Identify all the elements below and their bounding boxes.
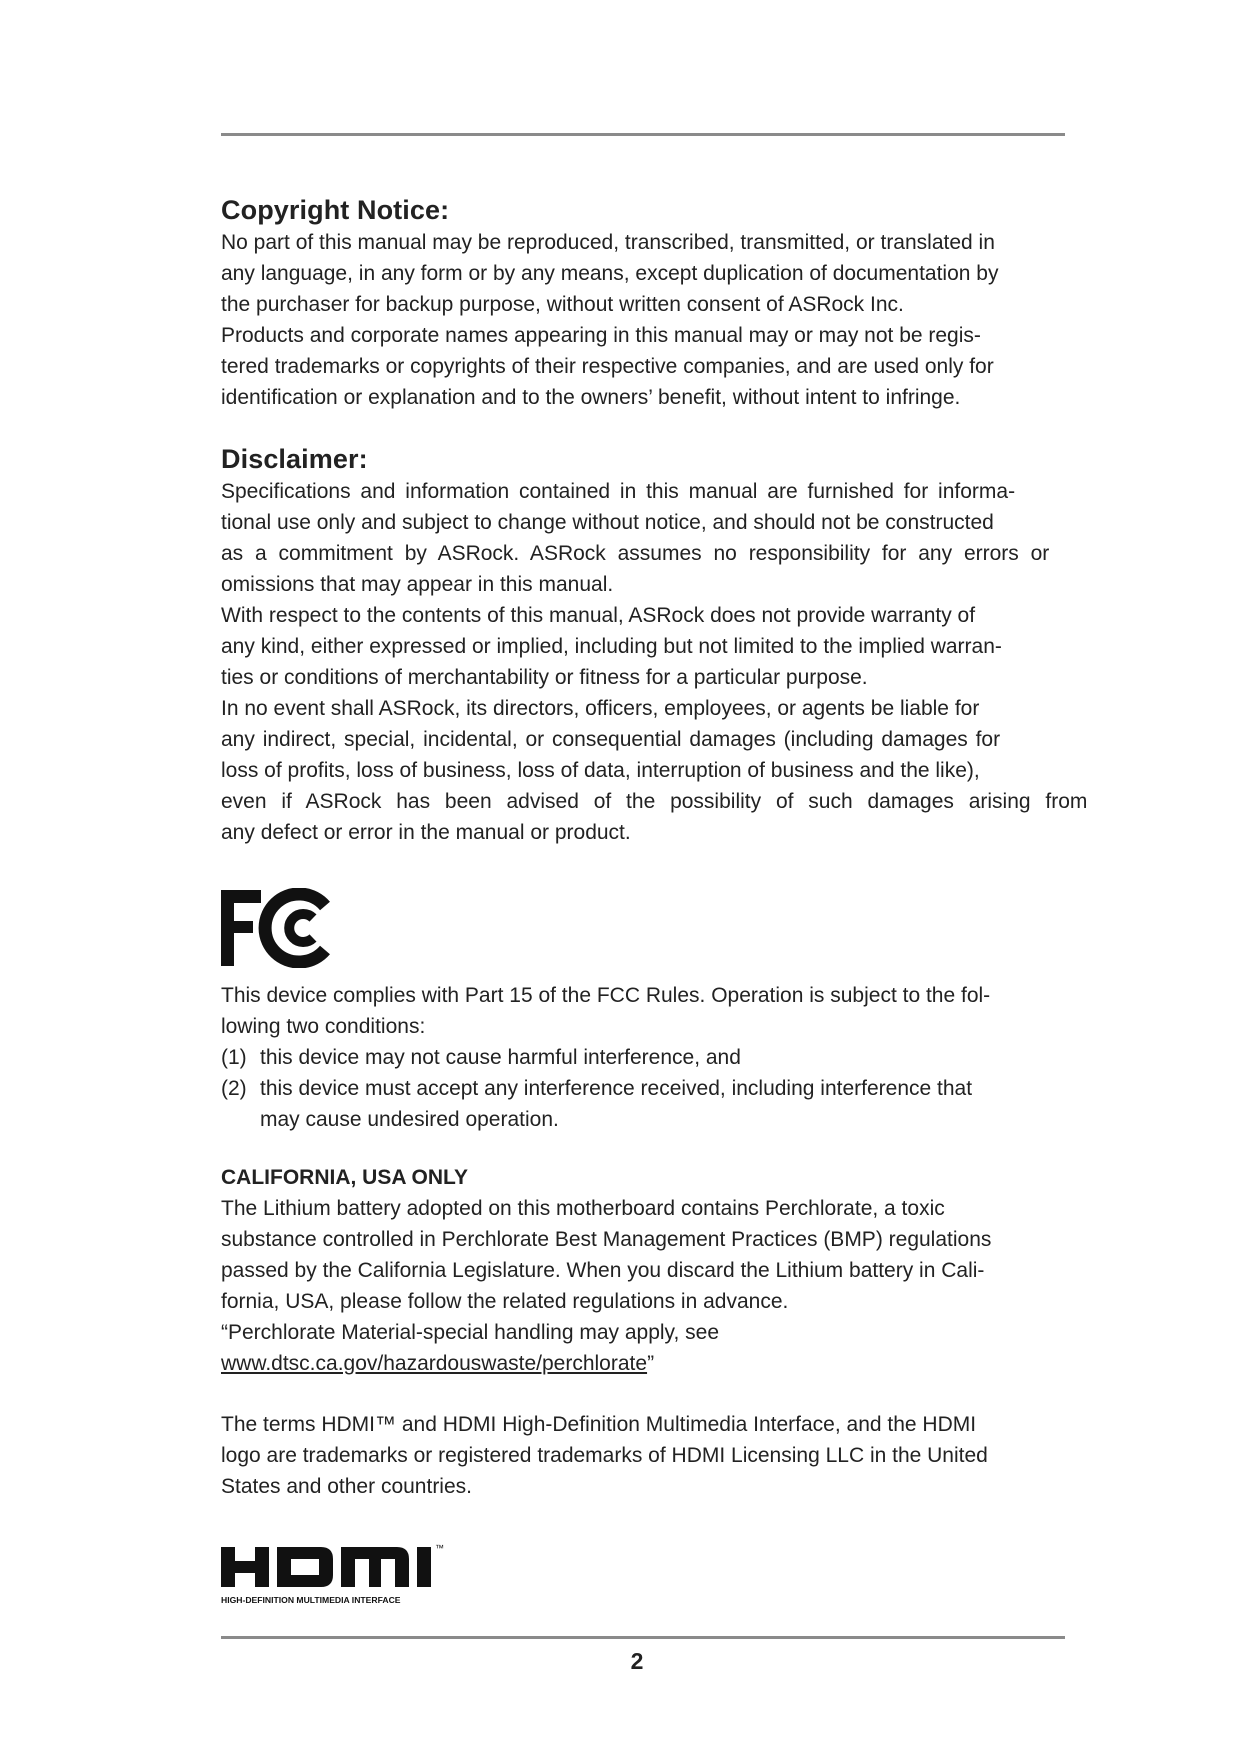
hdmi-logo [221,1537,481,1607]
disclaimer-line: any defect or error in the manual or product. [221,821,631,844]
fcc-condition [221,1073,1101,1135]
copyright-section [221,193,1101,413]
california-line: “Perchlorate Material-special handling may apply, see [221,1321,720,1344]
header-divider [221,133,1065,136]
hdmi-line: States and other countries. [221,1475,472,1498]
hdmi-tm: ™ [435,1543,444,1553]
california-body [221,1193,1101,1379]
hdmi-section [221,1409,1101,1502]
disclaimer-line: With respect to the contents of this manual, ASRock does not provide warranty of [221,604,976,627]
california-link-line [221,1348,1101,1379]
fcc-condition-line: this device must accept any interference received, including interference that [260,1077,973,1100]
copyright-heading: Copyright Notice: [221,195,450,225]
hdmi-line: The terms HDMI™ and HDMI High-Definition Multimedia Interface, and the HDMI [221,1413,977,1436]
disclaimer-body [221,476,1101,848]
fcc-condition-number: (2) [221,1077,247,1100]
disclaimer-line: omissions that may appear in this manual. [221,573,614,596]
fcc-condition-number: (1) [221,1046,247,1069]
footer-divider [221,1636,1065,1639]
california-line: substance controlled in Perchlorate Best Management Practices (BMP) regulations [221,1228,992,1251]
copyright-line: the purchaser for backup purpose, without written consent of ASRock Inc. [221,293,904,316]
perchlorate-link[interactable]: www.dtsc.ca.gov/hazardouswaste/perchlorate [221,1352,648,1375]
hdmi-tagline: HIGH-DEFINITION MULTIMEDIA INTERFACE [221,1595,401,1605]
fcc-intro-line: This device complies with Part 15 of the FCC Rules. Operation is subject to the fol- [221,984,991,1007]
disclaimer-heading: Disclaimer: [221,444,368,474]
fcc-condition-line: this device may not cause harmful interference, and [260,1046,741,1069]
fcc-condition-line: may cause undesired operation. [260,1108,559,1131]
copyright-line: any language, in any form or by any means, except duplication of documentation by [221,262,999,285]
page-content [221,193,1101,1607]
hdmi-line: logo are trademarks or registered trademarks of HDMI Licensing LLC in the United [221,1444,988,1467]
copyright-body [221,227,1101,413]
disclaimer-line: any indirect, special, incidental, or consequential damages (including damages for [221,728,1001,751]
disclaimer-line: ties or conditions of merchantability or fitness for a particular purpose. [221,666,868,689]
california-line: fornia, USA, please follow the related regulations in advance. [221,1290,789,1313]
california-section [221,1162,1101,1379]
fcc-section [221,980,1101,1135]
disclaimer-line: any kind, either expressed or implied, including but not limited to the implied warran- [221,635,1002,658]
disclaimer-section [221,442,1101,848]
disclaimer-line: even if ASRock has been advised of the possibility of such damages arising from [221,790,1088,813]
copyright-line: identification or explanation and to the owners’ benefit, without intent to infringe. [221,386,961,409]
copyright-line: tered trademarks or copyrights of their respective companies, and are used only for [221,355,994,378]
page-number: 2 [630,1648,644,1674]
quote-close: ” [647,1352,655,1375]
copyright-line: No part of this manual may be reproduced, transcribed, transmitted, or translated in [221,231,995,254]
california-line: The Lithium battery adopted on this motherboard contains Perchlorate, a toxic [221,1197,945,1220]
disclaimer-line: tional use only and subject to change without notice, and should not be constructed [221,511,994,534]
disclaimer-line: Specifications and information contained in this manual are furnished for informa- [221,480,1016,503]
disclaimer-line: In no event shall ASRock, its directors, officers, employees, or agents be liable for [221,697,980,720]
fcc-condition [221,1042,1101,1073]
copyright-line: Products and corporate names appearing in this manual may or may not be regis- [221,324,981,347]
disclaimer-line: loss of profits, loss of business, loss of data, interruption of business and the like), [221,759,980,782]
california-heading: CALIFORNIA, USA ONLY [221,1166,468,1189]
fcc-logo [221,888,331,968]
california-line: passed by the California Legislature. When you discard the Lithium battery in Cali- [221,1259,985,1282]
fcc-intro-line: lowing two conditions: [221,1015,426,1038]
disclaimer-line: as a commitment by ASRock. ASRock assumes no responsibility for any errors or [221,542,1050,565]
